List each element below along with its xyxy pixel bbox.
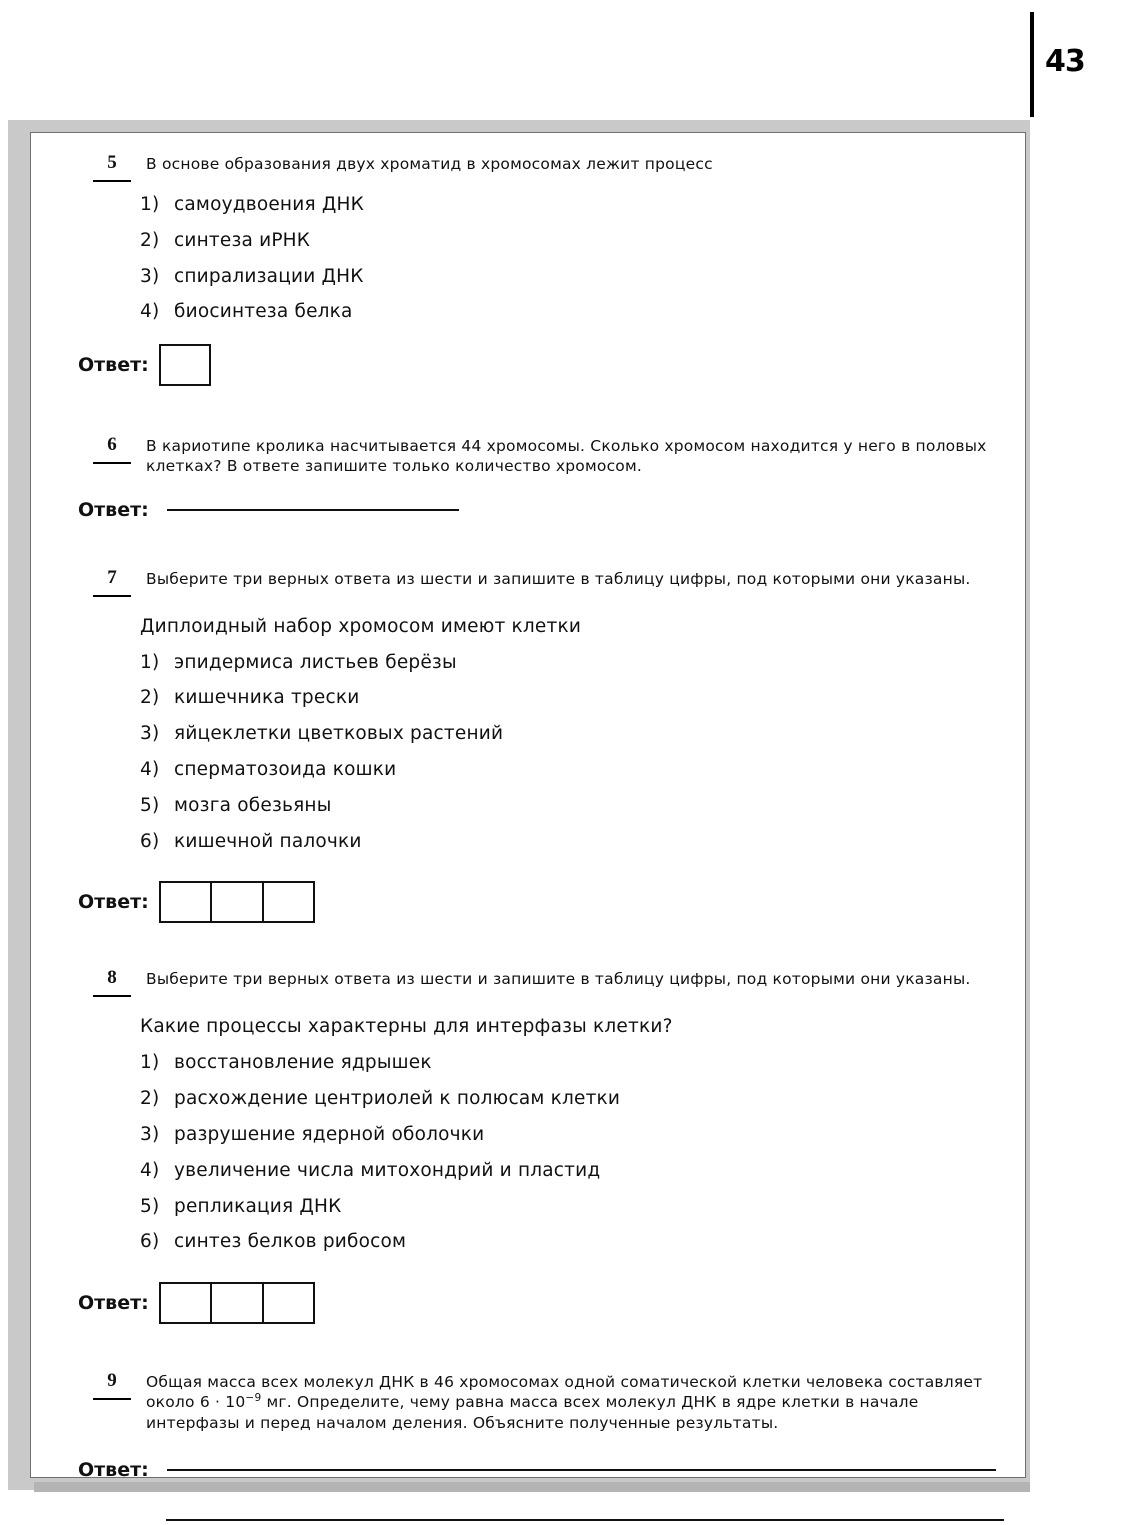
option-label: восстановление ядрышек	[174, 1052, 432, 1074]
task-6-number-text: 6	[107, 434, 117, 456]
task-7-number-underline	[93, 595, 131, 597]
option-label: биосинтеза белка	[174, 301, 353, 323]
task-7-options	[140, 650, 996, 856]
task-8-answer-row	[78, 1282, 996, 1324]
task-6-number	[78, 432, 146, 464]
option-marker: 1)	[140, 194, 160, 215]
answer-label: Ответ:	[78, 1458, 149, 1481]
answer-write-line[interactable]	[167, 1469, 996, 1471]
option-label: репликация ДНК	[174, 1195, 342, 1217]
option-item[interactable]	[140, 721, 996, 748]
task-5-prompt: В основе образования двух хроматид в хромосомах лежит процесс	[146, 155, 713, 173]
option-marker: 3)	[140, 265, 160, 287]
task-7	[78, 565, 996, 924]
option-label: мозга обезьяны	[174, 794, 332, 816]
option-item[interactable]	[140, 793, 996, 820]
option-label: синтеза иРНК	[174, 229, 311, 251]
option-item[interactable]	[140, 192, 996, 219]
task-5-number-underline	[93, 180, 131, 182]
task-7-number-text: 7	[107, 566, 117, 588]
task-5-answer-row	[78, 344, 996, 386]
page-number: 43	[1045, 44, 1085, 79]
option-item[interactable]	[140, 299, 996, 326]
task-7-header	[78, 565, 996, 597]
answer-cell[interactable]	[211, 881, 263, 923]
option-marker: 4)	[140, 1159, 160, 1181]
answer-label: Ответ:	[78, 354, 149, 377]
answer-box-grid	[159, 1282, 315, 1324]
task-9-number-text: 9	[107, 1370, 117, 1392]
option-item[interactable]	[140, 1086, 996, 1113]
task-6-number-underline	[93, 462, 131, 464]
task-6-header	[78, 432, 996, 476]
task-5-header	[78, 150, 996, 182]
option-marker: 4)	[140, 301, 160, 323]
task-9-number-underline	[93, 1398, 131, 1400]
option-marker: 2)	[140, 687, 160, 709]
answer-label: Ответ:	[78, 498, 149, 521]
worksheet-content	[30, 132, 1026, 1481]
option-label: спирализации ДНК	[174, 265, 364, 287]
task-7-number	[78, 565, 146, 597]
option-label: синтез белков рибосом	[174, 1231, 407, 1253]
option-item[interactable]	[140, 264, 996, 291]
option-label: кишечника трески	[174, 687, 360, 709]
task-8-subtitle: Какие процессы характерны для интерфазы клетки?	[140, 1016, 673, 1038]
option-marker: 4)	[140, 758, 160, 780]
option-label: яйцеклетки цветковых растений	[174, 723, 504, 745]
option-marker: 6)	[140, 1231, 160, 1253]
option-item[interactable]	[140, 1158, 996, 1185]
option-item[interactable]	[140, 1050, 996, 1077]
task-6-answer-row	[78, 499, 996, 521]
task-9-prompt-part1: Общая масса всех молекул ДНК в 46 хромосомах одной соматической клетки человека составляет около 6 · 10	[146, 1373, 983, 1412]
answer-write-line-2[interactable]	[166, 1519, 1004, 1521]
option-item[interactable]	[140, 829, 996, 856]
option-label: кишечной палочки	[174, 830, 362, 852]
option-item[interactable]	[140, 1122, 996, 1149]
task-9-answer-row	[78, 1459, 996, 1481]
option-marker: 3)	[140, 723, 160, 745]
task-9-header	[78, 1368, 996, 1433]
option-marker: 1)	[140, 1052, 160, 1074]
page-header-rule	[1030, 12, 1034, 117]
option-item[interactable]	[140, 685, 996, 712]
answer-label: Ответ:	[78, 1292, 149, 1315]
task-9-prompt	[146, 1368, 996, 1433]
task-6-prompt: В кариотипе кролика насчитывается 44 хромосомы. Сколько хромосом находится у него в половых клетках? В ответе запишите только количество хромосом.	[146, 437, 987, 476]
option-label: расхождение центриолей к полюсам клетки	[174, 1088, 621, 1110]
task-7-prompt: Выберите три верных ответа из шести и запишите в таблицу цифры, под которыми они указаны.	[146, 569, 971, 588]
option-label: сперматозоида кошки	[174, 758, 397, 780]
option-label: увеличение числа митохондрий и пластид	[174, 1159, 601, 1181]
answer-box-single[interactable]	[159, 344, 211, 386]
option-marker: 1)	[140, 651, 160, 673]
option-label: самоудвоения ДНК	[174, 194, 364, 215]
option-label: эпидермиса листьев берёзы	[174, 651, 457, 673]
answer-cell[interactable]	[211, 1282, 263, 1324]
task-8-header	[78, 965, 996, 997]
task-5-options	[140, 192, 996, 326]
option-marker: 2)	[140, 229, 160, 251]
option-marker: 3)	[140, 1123, 160, 1145]
option-item[interactable]	[140, 1229, 996, 1256]
answer-write-line[interactable]	[167, 509, 459, 511]
answer-cell[interactable]	[159, 1282, 211, 1324]
task-8-options	[140, 1050, 996, 1256]
option-marker: 5)	[140, 1195, 160, 1217]
answer-cell[interactable]	[263, 1282, 315, 1324]
answer-cell[interactable]	[263, 881, 315, 923]
task-5-number-text: 5	[107, 152, 117, 173]
task-8-number	[78, 965, 146, 997]
option-marker: 2)	[140, 1088, 160, 1110]
task-7-subtitle: Диплоидный набор хромосом имеют клетки	[140, 615, 582, 637]
task-9	[78, 1368, 996, 1521]
option-item[interactable]	[140, 757, 996, 784]
task-6	[78, 432, 996, 520]
task-9-exponent: −9	[245, 1392, 262, 1405]
task-5	[78, 150, 996, 386]
task-9-prompt-part2: мг. Определите, чему равна масса всех молекул ДНК в ядре клетки в начале интерфазы и перед началом деления. Объясните полученные результаты.	[146, 1393, 919, 1432]
option-item[interactable]	[140, 650, 996, 677]
task-5-number	[78, 150, 146, 182]
answer-box-grid	[159, 881, 315, 923]
option-item[interactable]	[140, 228, 996, 255]
option-marker: 6)	[140, 830, 160, 852]
option-label: разрушение ядерной оболочки	[174, 1123, 485, 1145]
answer-cell[interactable]	[159, 881, 211, 923]
task-9-number	[78, 1368, 146, 1400]
task-7-answer-row	[78, 881, 996, 923]
option-marker: 5)	[140, 794, 160, 816]
task-8-number-text: 8	[107, 967, 117, 989]
task-8	[78, 965, 996, 1324]
task-8-number-underline	[93, 995, 131, 997]
option-item[interactable]	[140, 1194, 996, 1221]
task-8-prompt: Выберите три верных ответа из шести и запишите в таблицу цифры, под которыми они указаны.	[146, 970, 971, 989]
answer-label: Ответ:	[78, 891, 149, 914]
